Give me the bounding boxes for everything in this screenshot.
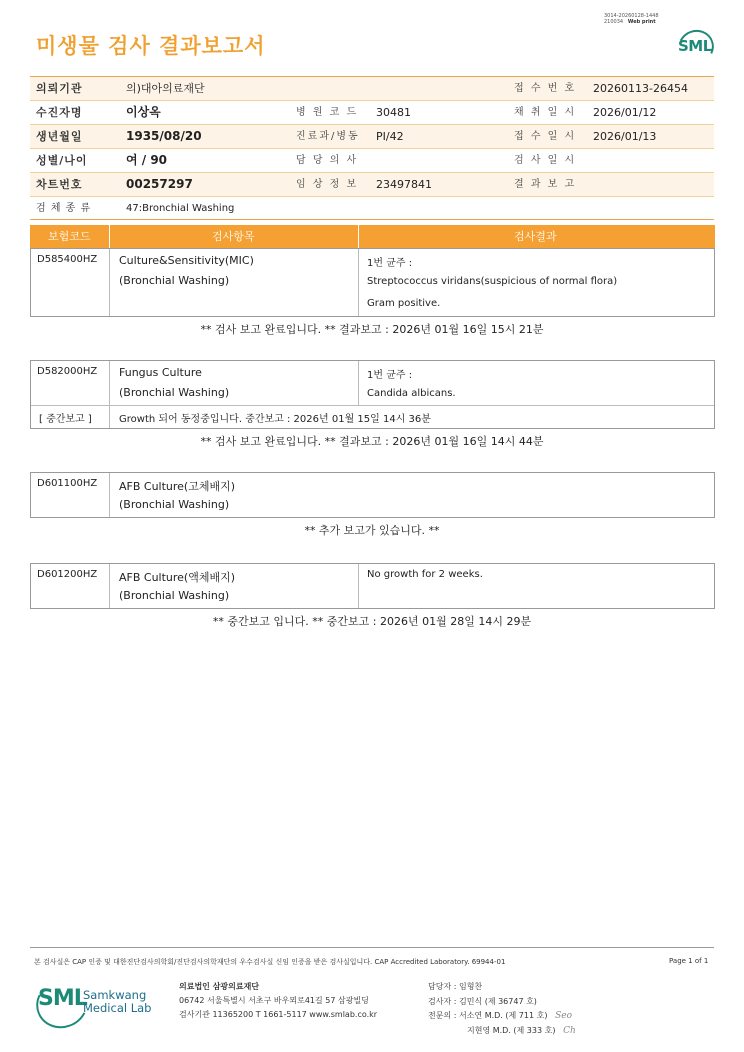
staff-list: [428, 980, 576, 1038]
info-row: 검 체 종 류 47:Bronchial Washing: [30, 197, 714, 220]
result-line: Gram positive.: [367, 298, 441, 309]
results-table-header: [30, 225, 715, 248]
staff-specialist-2: 지현영 M.D. (제 333 호) Ch: [467, 1025, 576, 1036]
institution-name: 의료법인 삼광의료재단: [179, 982, 260, 991]
column-header-code: 보험코드: [48, 230, 91, 243]
info-row: 의뢰기관 의)대아의료재단 접 수 번 호 20260113-26454: [30, 77, 714, 101]
column-header-item: 검사항목: [212, 230, 255, 243]
signature: Ch: [563, 1025, 576, 1036]
test-code: D601100HZ: [37, 478, 98, 489]
test-code: D601200HZ: [37, 569, 98, 580]
info-row: 수진자명 이상옥 병 원 코 드 30481 채 취 일 시 2026/01/12: [30, 101, 714, 125]
institution-address: 06742 서울특별시 서초구 바우뫼로41길 57 삼광빌딩: [179, 996, 369, 1005]
report-status: ** 검사 보고 완료입니다. ** 결과보고 : 2026년 01월 16일 14시 44분: [200, 435, 544, 448]
test-result-block: [30, 360, 715, 429]
result-line: No growth for 2 weeks.: [367, 569, 483, 580]
test-result-block: [30, 472, 715, 518]
interim-label: [ 중간보고 ]: [39, 414, 92, 425]
page-number: Page 1 of 1: [669, 957, 709, 965]
signature: Seo: [555, 1011, 572, 1021]
samkwang-logo-icon: SML Samkwang Medical Lab: [36, 980, 156, 1026]
staff-specialist: 전문의 : 서소연 M.D. (제 711 호) Seo: [428, 1011, 572, 1021]
result-line: Streptococcus viridans(suspicious of normal flora): [367, 276, 618, 287]
patient-info-table: [30, 76, 714, 220]
test-name: Culture&Sensitivity(MIC): [119, 254, 254, 267]
footer-divider: [30, 947, 714, 948]
test-name: Fungus Culture: [119, 366, 202, 379]
report-status: ** 중간보고 입니다. ** 중간보고 : 2026년 01월 28일 14시 29분: [212, 615, 532, 628]
specimen-name: (Bronchial Washing): [119, 589, 230, 602]
specimen-name: (Bronchial Washing): [119, 386, 230, 399]
info-row: 차트번호 00257297 임 상 정 보 23497841 결 과 보 고: [30, 173, 714, 197]
report-status: ** 추가 보고가 있습니다. **: [304, 524, 440, 537]
test-code: D585400HZ: [37, 254, 98, 265]
test-name: AFB Culture(고체배지): [119, 480, 236, 493]
specimen-name: (Bronchial Washing): [119, 498, 230, 511]
staff-tester: 검사자 : 김민식 (제 36747 호): [428, 996, 537, 1006]
specimen-name: (Bronchial Washing): [119, 274, 230, 287]
print-id: 3014-20260128-1448: [604, 13, 659, 19]
info-row: 생년월일 1935/08/20 진료과/병동 PI/42 접 수 일 시 2026/01/13: [30, 125, 714, 149]
test-result-block: [30, 248, 715, 317]
staff-in-charge: 담당자 : 임형찬: [428, 982, 483, 991]
institution-contact: 검사기관 11365200 T 1661-5117 www.smlab.co.kr: [179, 1010, 378, 1019]
result-line: 1번 균주 :: [367, 370, 413, 381]
info-row: 성별/나이 여 / 90 담 당 의 사 검 사 일 시: [30, 149, 714, 173]
test-name: AFB Culture(액체배지): [119, 571, 236, 584]
print-meta: [604, 13, 659, 25]
test-result-block: [30, 563, 715, 609]
test-code: D582000HZ: [37, 366, 98, 377]
page-title: 미생물 검사 결과보고서: [36, 34, 266, 58]
print-id-2: 210034 Web print: [604, 19, 656, 25]
web-print-label: Web print: [627, 19, 656, 25]
institution-info: [179, 980, 377, 1022]
accreditation-note: 본 검사실은 CAP 인증 및 대한진단검사의학회/진단검사의학재단의 우수검사실 신임 인증을 받은 검사실입니다. CAP Accredited Laboratory. 69944-01: [34, 958, 506, 966]
report-status: ** 검사 보고 완료입니다. ** 결과보고 : 2026년 01월 16일 15시 21분: [200, 323, 544, 336]
result-line: 1번 균주 :: [367, 258, 413, 269]
result-line: Candida albicans.: [367, 388, 456, 399]
sml-logo-icon: SML: [676, 28, 714, 62]
interim-text: Growth 되어 동정중입니다. 중간보고 : 2026년 01월 15일 14시 36분: [119, 414, 431, 425]
column-header-result: 검사결과: [514, 230, 557, 243]
